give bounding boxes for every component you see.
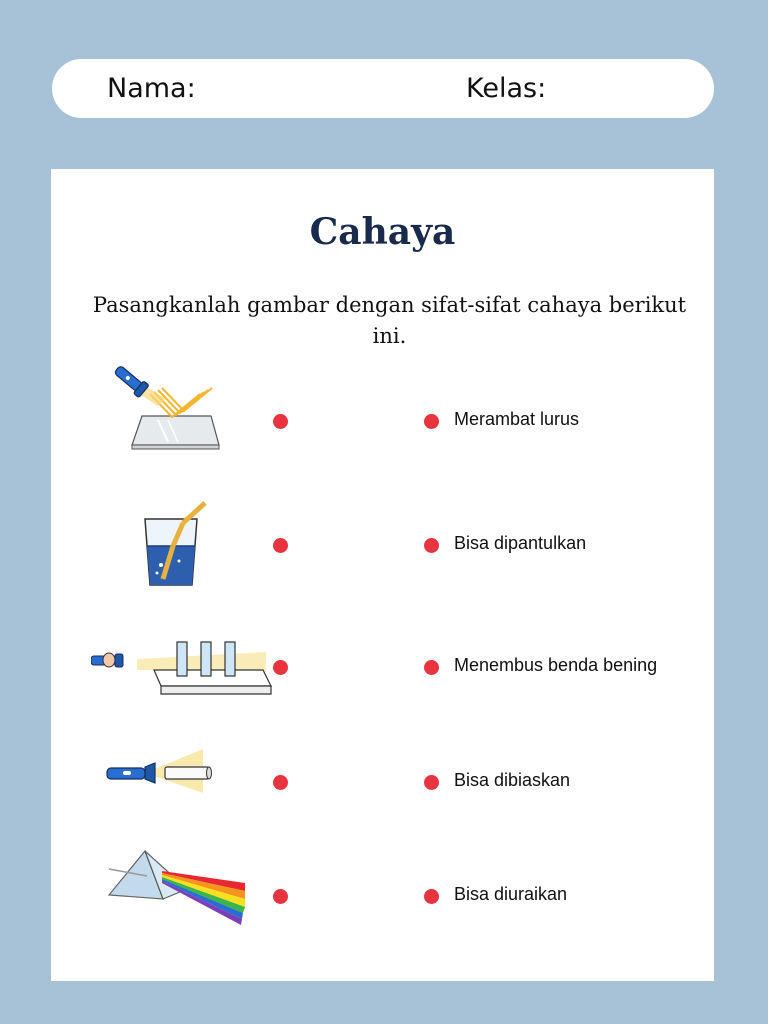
worksheet-instruction: Pasangkanlah gambar dengan sifat-sifat cahaya berikut ini. [92,293,687,348]
right-match-dot-3[interactable] [424,660,439,675]
name-label: Nama: [107,73,196,104]
property-label-5: Bisa diuraikan [454,884,568,904]
left-match-dot-5[interactable] [273,889,288,904]
left-match-dot-1[interactable] [273,414,288,429]
property-label-4: Bisa dibiaskan [454,770,571,790]
flashlight-through-cards-image [91,634,276,702]
left-match-dot-4[interactable] [273,775,288,790]
property-label-2: Bisa dipantulkan [454,533,587,553]
left-match-dot-2[interactable] [273,538,288,553]
worksheet-title: Cahaya [309,211,456,253]
flashlight-mirror-reflection-image [106,364,231,454]
flashlight-through-pipe-image [105,749,215,794]
name-class-header [52,59,714,118]
worksheet-card [51,169,714,981]
property-label-1: Merambat lurus [454,409,580,429]
class-label: Kelas: [466,73,547,104]
right-match-dot-1[interactable] [424,414,439,429]
right-match-dot-4[interactable] [424,775,439,790]
prism-rainbow-image [107,849,247,927]
right-match-dot-2[interactable] [424,538,439,553]
left-match-dot-3[interactable] [273,660,288,675]
right-match-dot-5[interactable] [424,889,439,904]
straw-in-glass-image [139,499,214,591]
property-label-3: Menembus benda bening [454,655,658,675]
